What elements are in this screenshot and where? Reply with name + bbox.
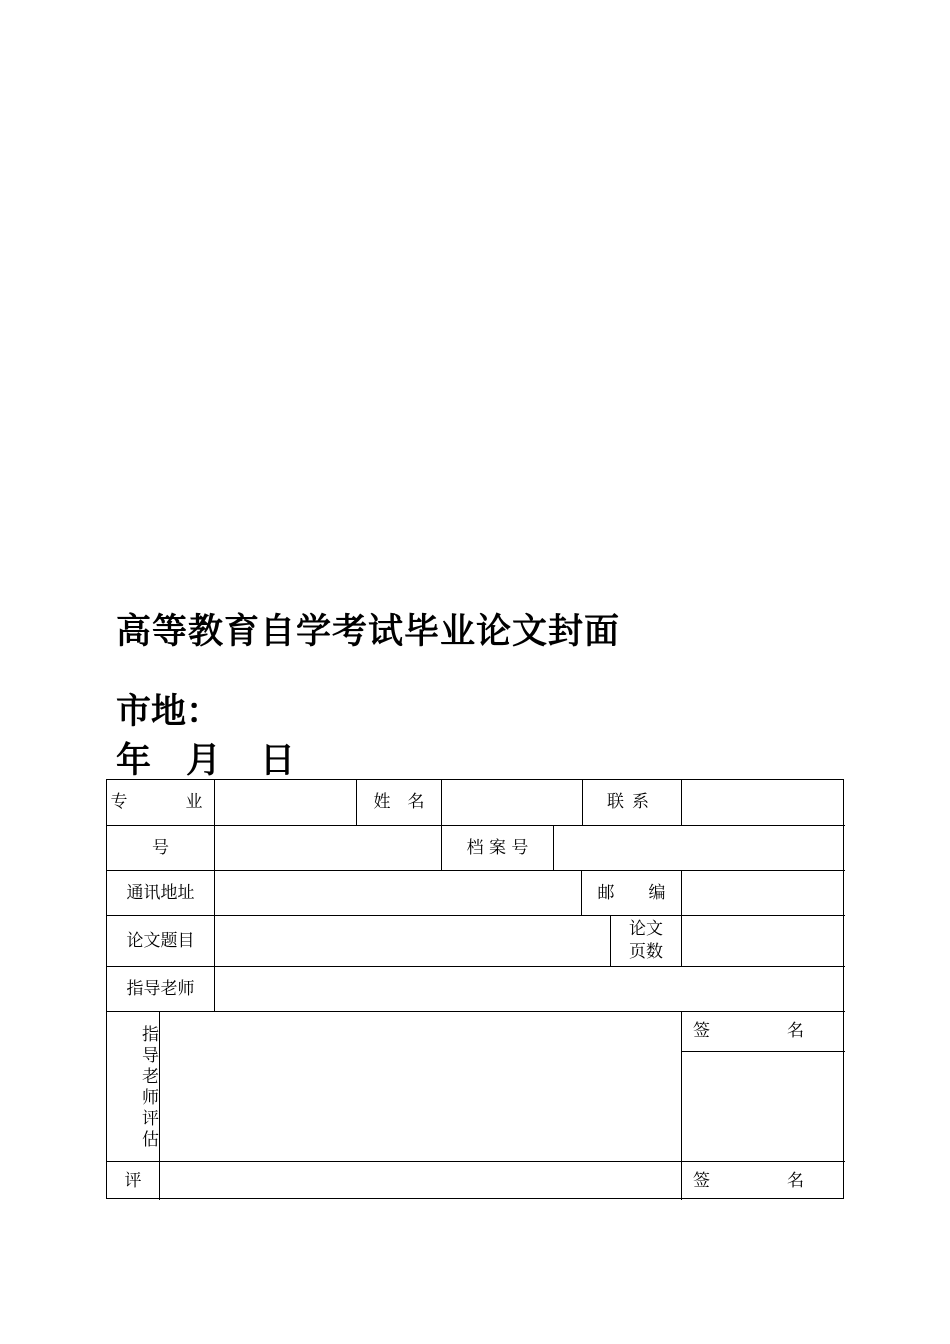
thesis-title-field[interactable]: [214, 915, 610, 966]
major-field[interactable]: [214, 780, 356, 825]
advisor-label: 指导老师: [107, 966, 214, 1011]
review-field[interactable]: [159, 1161, 681, 1200]
region-label: 市地：: [116, 691, 222, 732]
pages-label-line1: 论文: [629, 919, 663, 940]
date-month: 月: [186, 740, 222, 781]
postcode-label: 邮 编: [581, 870, 681, 915]
advisor-field[interactable]: [214, 966, 845, 1011]
signature-label-2: 签 名: [681, 1161, 845, 1200]
date-year: 年: [116, 740, 152, 781]
pages-label: [610, 915, 681, 966]
signature-label: 签 名: [681, 1011, 845, 1051]
name-label: 姓 名: [356, 780, 441, 825]
contact-field[interactable]: [681, 780, 845, 825]
address-field[interactable]: [214, 870, 581, 915]
major-label: 专 业: [110, 792, 211, 813]
address-label: 通讯地址: [107, 870, 214, 915]
thesis-title-label: 论文题目: [107, 915, 214, 966]
number-field[interactable]: [214, 825, 441, 870]
postcode-field[interactable]: [681, 870, 845, 915]
pages-field[interactable]: [681, 915, 845, 966]
signature-field[interactable]: [681, 1051, 845, 1161]
date-day: 日: [260, 740, 296, 781]
info-table: [106, 779, 844, 1199]
document-title: 高等教育自学考试毕业论文封面: [116, 611, 621, 652]
advisor-eval-field[interactable]: [159, 1011, 681, 1161]
archive-field[interactable]: [553, 825, 845, 870]
number-label: 号: [107, 825, 214, 870]
contact-label: 联系: [582, 780, 681, 825]
advisor-eval-label: 指导老师评估: [107, 1011, 159, 1161]
name-field[interactable]: [441, 780, 582, 825]
review-label: 评: [107, 1161, 159, 1200]
pages-label-line2: 页数: [629, 942, 663, 962]
archive-label: 档 案 号: [441, 825, 553, 870]
